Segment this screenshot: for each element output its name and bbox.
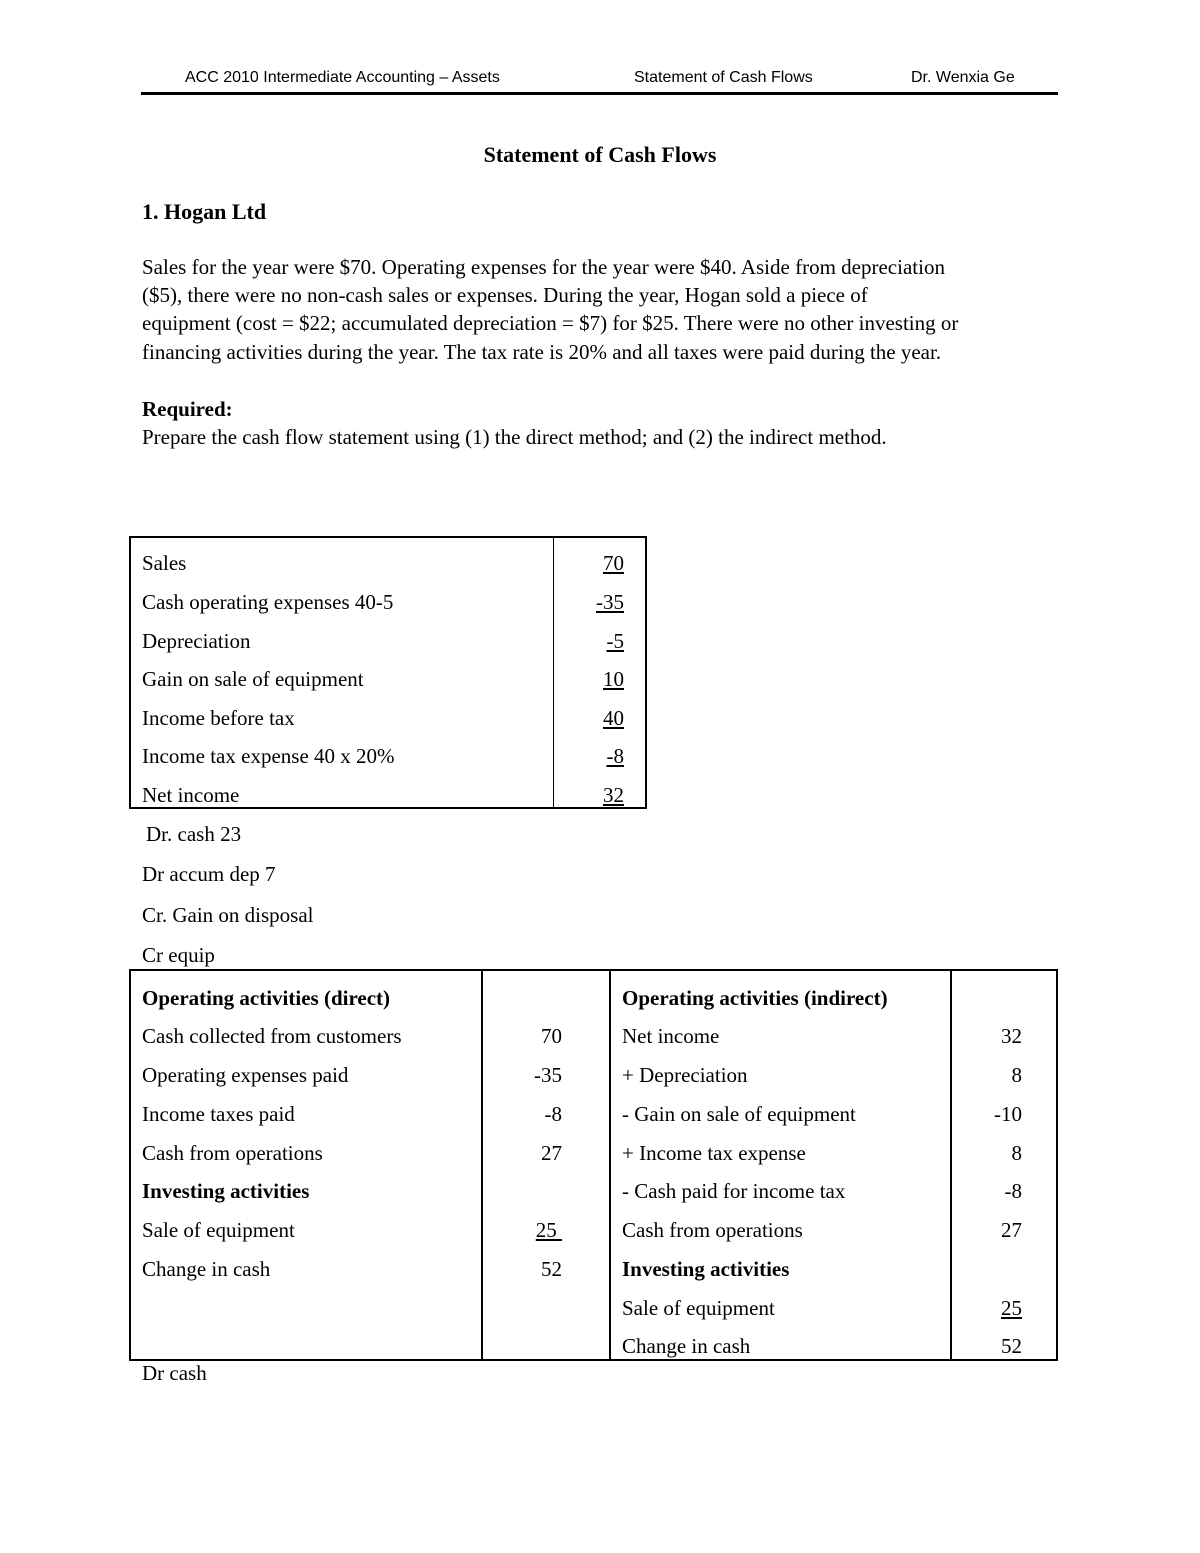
column-divider bbox=[609, 971, 611, 1359]
row-value: -35 bbox=[596, 590, 624, 614]
indirect-value: 8 bbox=[1011, 1063, 1022, 1087]
problem-line: equipment (cost = $22; accumulated depreciation = $7) for $25. There were no other investing or bbox=[142, 311, 959, 335]
direct-label: Change in cash bbox=[142, 1257, 271, 1281]
row-value: 40 bbox=[603, 706, 624, 730]
table-row bbox=[131, 629, 645, 668]
indirect-label: Change in cash bbox=[622, 1334, 751, 1358]
row-value: 70 bbox=[603, 551, 624, 575]
table-row bbox=[131, 590, 645, 629]
indirect-value: 52 bbox=[1001, 1334, 1022, 1358]
row-value: -5 bbox=[606, 629, 624, 653]
direct-value: 25 bbox=[535, 1218, 562, 1242]
indirect-label: - Cash paid for income tax bbox=[622, 1179, 846, 1203]
row-label: Gain on sale of equipment bbox=[142, 667, 364, 691]
indirect-label: Operating activities (indirect) bbox=[622, 986, 888, 1010]
page-title: Statement of Cash Flows bbox=[483, 142, 717, 167]
direct-label: Cash collected from customers bbox=[142, 1024, 402, 1048]
indirect-label: + Depreciation bbox=[622, 1063, 748, 1087]
journal-line: Cr. Gain on disposal bbox=[142, 903, 314, 927]
problem-line: ($5), there were no non-cash sales or expenses. During the year, Hogan sold a piece of bbox=[142, 283, 868, 307]
direct-value: 70 bbox=[541, 1024, 562, 1048]
direct-label: Investing activities bbox=[142, 1179, 310, 1203]
indirect-value: 32 bbox=[1001, 1024, 1022, 1048]
indirect-label: - Gain on sale of equipment bbox=[622, 1102, 856, 1126]
column-divider bbox=[481, 971, 483, 1359]
footer-note: Dr cash bbox=[142, 1361, 207, 1385]
direct-label: Operating expenses paid bbox=[142, 1063, 349, 1087]
indirect-value: -8 bbox=[1004, 1179, 1022, 1203]
header-instructor: Dr. Wenxia Ge bbox=[911, 69, 1015, 86]
direct-value: -35 bbox=[534, 1063, 562, 1087]
row-value: -8 bbox=[606, 744, 624, 768]
indirect-label: Cash from operations bbox=[622, 1218, 803, 1242]
indirect-value: 25 bbox=[1001, 1296, 1022, 1320]
direct-value: 52 bbox=[541, 1257, 562, 1281]
row-label: Sales bbox=[142, 551, 187, 575]
direct-label: Operating activities (direct) bbox=[142, 986, 391, 1010]
row-value: 32 bbox=[603, 783, 624, 807]
problem-line: Sales for the year were $70. Operating expenses for the year were $40. Aside from depreciation bbox=[142, 255, 945, 279]
problem-heading: 1. Hogan Ltd bbox=[142, 199, 267, 224]
indirect-value: 27 bbox=[1001, 1218, 1022, 1242]
row-label: Cash operating expenses 40-5 bbox=[142, 590, 394, 614]
row-value: 10 bbox=[603, 667, 624, 691]
journal-line: Cr equip bbox=[142, 943, 215, 967]
indirect-value: -10 bbox=[994, 1102, 1022, 1126]
header-rule bbox=[141, 92, 1058, 95]
header-course: ACC 2010 Intermediate Accounting – Assets bbox=[185, 69, 500, 86]
row-label: Depreciation bbox=[142, 629, 251, 653]
table-row bbox=[131, 551, 645, 590]
table-row bbox=[131, 744, 645, 783]
indirect-label: + Income tax expense bbox=[622, 1141, 806, 1165]
journal-line: Dr accum dep 7 bbox=[142, 862, 276, 886]
direct-label: Sale of equipment bbox=[142, 1218, 295, 1242]
row-label: Income tax expense 40 x 20% bbox=[142, 744, 395, 768]
table-row bbox=[131, 783, 645, 822]
row-label: Income before tax bbox=[142, 706, 295, 730]
indirect-label: Sale of equipment bbox=[622, 1296, 775, 1320]
header-topic: Statement of Cash Flows bbox=[634, 69, 813, 86]
income-statement-table bbox=[129, 536, 647, 809]
indirect-value: 8 bbox=[1011, 1141, 1022, 1165]
required-label: Required: bbox=[142, 397, 233, 421]
direct-label: Income taxes paid bbox=[142, 1102, 295, 1126]
direct-value: 27 bbox=[541, 1141, 562, 1165]
column-divider bbox=[950, 971, 952, 1359]
cash-flow-table bbox=[129, 969, 1058, 1361]
indirect-label: Investing activities bbox=[622, 1257, 790, 1281]
direct-label: Cash from operations bbox=[142, 1141, 323, 1165]
problem-line: financing activities during the year. The tax rate is 20% and all taxes were paid during the year. bbox=[142, 340, 942, 364]
row-label: Net income bbox=[142, 783, 240, 807]
table-row bbox=[131, 706, 645, 745]
direct-value: -8 bbox=[544, 1102, 562, 1126]
required-text: Prepare the cash flow statement using (1) the direct method; and (2) the indirect method. bbox=[142, 425, 887, 449]
table-row bbox=[131, 667, 645, 706]
journal-line: Dr. cash 23 bbox=[146, 822, 242, 846]
indirect-label: Net income bbox=[622, 1024, 720, 1048]
